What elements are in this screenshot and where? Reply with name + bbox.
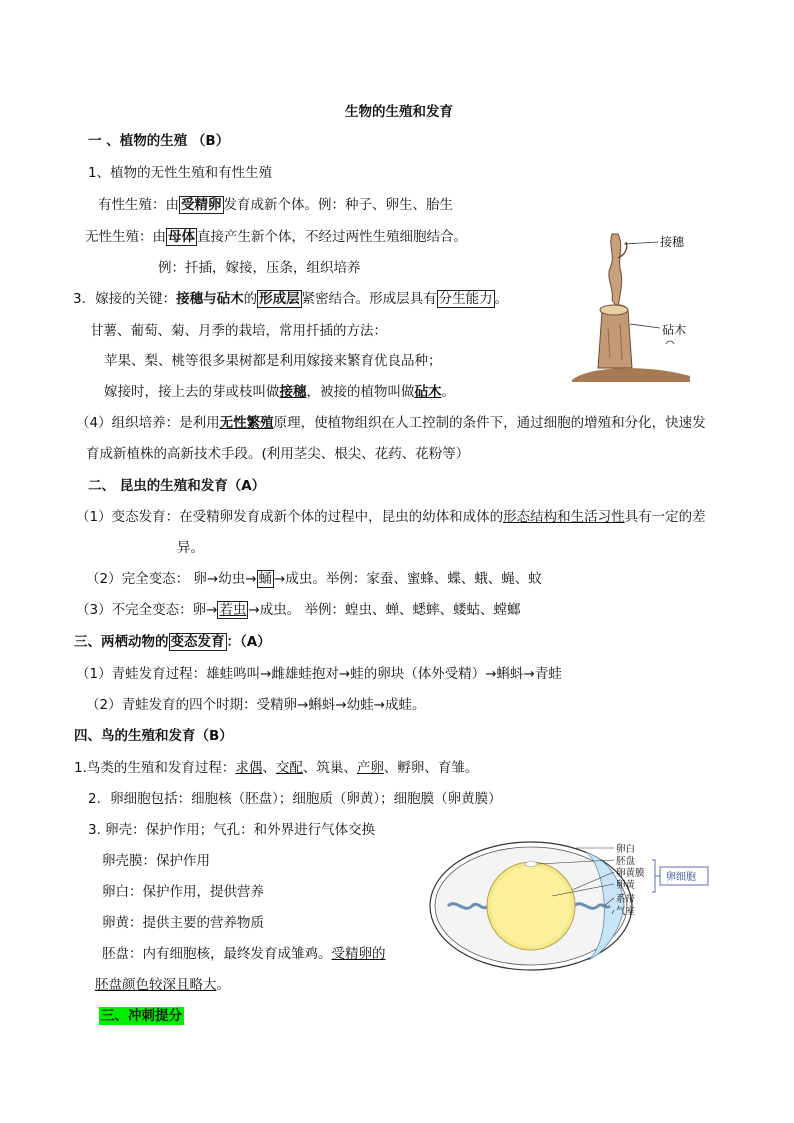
text-line: 苹果、梨、桃等很多果树都是利用嫁接来繁育优良品种； [104, 353, 442, 369]
egg-label: 胚盘 [616, 856, 636, 867]
boxed-term: 若虫 [219, 602, 247, 618]
grafting-illustration [568, 228, 700, 386]
boxed-term: 蛹 [258, 571, 273, 587]
text-line: 育成新植株的高新技术手段。(利用茎尖、根尖、花药、花粉等） [86, 446, 470, 462]
text-line: 卵壳膜：保护作用 [102, 853, 210, 869]
page-title: 生物的生殖和发育 [345, 104, 453, 120]
text-line: 3．嫁接的关键：接穗与砧木的 形成层 紧密结合。形成层具有 分生能力 。 [73, 291, 509, 307]
boxed-term: 变态发育 [170, 634, 225, 650]
text-line: 例：扦插，嫁接，压条，组织培养 [158, 260, 361, 276]
egg-label: 系带 [616, 894, 636, 905]
egg-label: 卵黄 [616, 880, 636, 891]
egg-cell-label: 卵细胞 [666, 872, 696, 883]
egg-structure-diagram [426, 834, 716, 980]
boxed-term: 母体 [168, 229, 195, 245]
stock-label: 砧木 [662, 323, 687, 337]
section-heading-plants: 一 、植物的生殖 （B） [88, 133, 230, 149]
scion-label: 接穗 [660, 235, 685, 249]
text-line: 嫁接时，接上去的芽或枝叫做接穗，被接的植物叫做砧木。 [104, 384, 455, 400]
egg-label: 卵黄膜 [616, 868, 645, 879]
boxed-term: 受精卵 [181, 197, 222, 213]
boxed-term: 形成层 [259, 291, 300, 307]
text-line: 甘薯、葡萄、菊、月季的栽培，常用扦插的方法： [90, 323, 387, 339]
text-line: 1、植物的无性生殖和有性生殖 [88, 165, 273, 181]
text-line: （3）不完全变态：卵→ 若虫 →成虫。 举例：蝗虫、蝉、蟋蟀、蝼蛄、螳螂 [76, 602, 521, 618]
label-leader [624, 242, 658, 244]
text-line: 胚盘：内有细胞核，最终发育成雏鸡。受精卵的 [102, 946, 386, 962]
text-line: （1）变态发育：在受精卵发育成新个体的过程中，昆虫的幼体和成体的形态结构和生活习性具有一定的差 [76, 509, 706, 525]
text-line: （2）完全变态： 卵→幼虫→ 蛹 →成虫。举例：家蚕、蜜蜂、蝶、蛾、蝇、蚊 [86, 571, 542, 587]
text-line: （2）青蛙发育的四个时期：受精卵→蝌蚪→幼蛙→成蛙。 [86, 697, 426, 713]
text-line: 2．卵细胞包括：细胞核（胚盘）；细胞质（卵黄）；细胞膜（卵黄膜） [88, 791, 502, 807]
text-line: （1）青蛙发育过程：雄蛙鸣叫→雌雄蛙抱对→蛙的卵块（体外受精）→蝌蚪→青蛙 [76, 666, 562, 682]
section-heading-insects: 二、 昆虫的生殖和发育（A） [88, 478, 266, 494]
text-line: 卵黄：提供主要的营养物质 [102, 915, 264, 931]
egg-label: 气室 [616, 906, 636, 917]
germinal-disc [525, 862, 537, 867]
wave-mark [666, 341, 674, 344]
label-leader [630, 324, 660, 328]
section-heading-amphibians: 三、两栖动物的 变态发育 ：（A） [74, 634, 271, 650]
stock-drawing [572, 305, 690, 382]
boxed-term: 分生能力 [438, 291, 493, 307]
text-line: 1.鸟类的生殖和发育过程：求偶、交配、筑巢、产卵、孵卵、育雏。 [74, 760, 479, 776]
text-line: 胚盘颜色较深且略大。 [95, 977, 230, 993]
highlighted-heading: 三、冲刺提分 [101, 1008, 182, 1024]
section-heading-birds: 四、鸟的生殖和发育（B） [74, 728, 233, 744]
text-line: 无性生殖：由 母体 直接产生新个体，不经过两性生殖细胞结合。 [85, 229, 467, 245]
section-heading-sprint [99, 1007, 184, 1025]
text-line: 有性生殖：由 受精卵 发育成新个体。例：种子、卵生、胎生 [98, 197, 453, 213]
scion-drawing [609, 234, 627, 308]
yolk-inner [491, 866, 571, 946]
egg-label: 卵白 [616, 844, 636, 855]
text-line: （4）组织培养：是利用无性繁殖原理，使植物组织在人工控制的条件下，通过细胞的增殖和分化，快速发 [76, 415, 706, 431]
text-line: 3. 卵壳：保护作用；气孔：和外界进行气体交换 [88, 822, 376, 838]
bracket [652, 860, 660, 892]
text-line: 卵白：保护作用，提供营养 [102, 884, 264, 900]
text-line: 异。 [177, 540, 204, 556]
